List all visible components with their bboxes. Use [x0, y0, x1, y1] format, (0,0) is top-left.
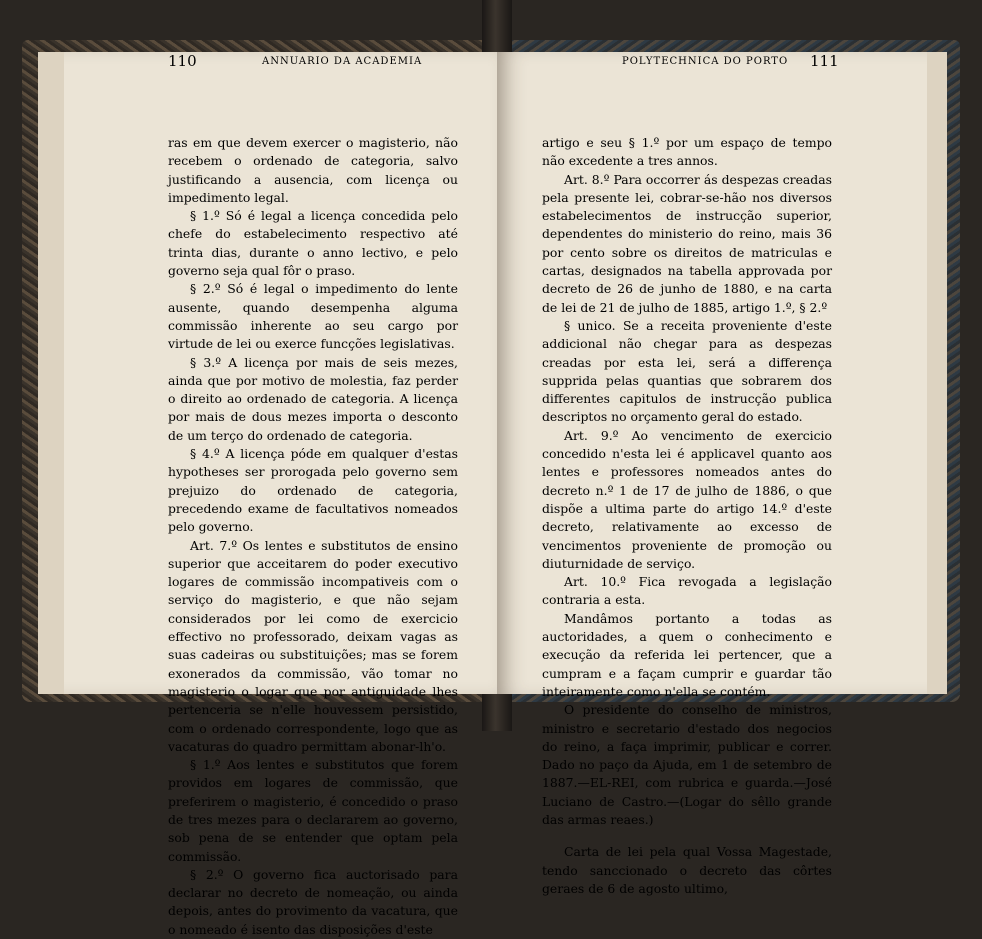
- left-page-number: 110: [168, 52, 197, 70]
- paragraph: § unico. Se a receita proveniente d'este addicional não chegar para as despezas creadas por esta lei, será a differença supprida pelas quantias que sobrarem dos differentes capitulos de instrucção publica descriptos no orçamento geral do estado.: [542, 317, 832, 425]
- right-running-head: POLYTECHNICA DO PORTO: [622, 56, 789, 67]
- paragraph: Art. 7.º Os lentes e substitutos de ensino superior que acceitarem do poder executivo logares de commissão incompativeis com o serviço do magisterio, e que não sejam considerados por lei como de exercicio effectivo no professorado, deixam vagas as suas cadeiras ou substituições; mas se forem exonerados da commissão, vão tomar no magisterio o logar que por antiguidade lhes pertenceria se n'elle houvessem persistido, com o ordenado correspondente, logo que as vacaturas do quadro permittam abonar-lh'o.: [168, 537, 458, 754]
- right-page-number: 111: [810, 52, 839, 70]
- paragraph: Carta de lei pela qual Vossa Magestade, tendo sanccionado o decreto das côrtes geraes de 6 de agosto ultimo,: [542, 844, 832, 896]
- left-running-head: ANNUARIO DA ACADEMIA: [262, 56, 423, 67]
- paragraph: § 1.º Só é legal a licença concedida pelo chefe do estabelecimento respectivo até trinta dias, durante o anno lectivo, e pelo governo seja qual fôr o praso.: [168, 208, 458, 279]
- right-text-column: [542, 134, 832, 898]
- paragraph: § 2.º Só é legal o impedimento do lente ausente, quando desempenha alguma commissão inherente ao seu cargo por virtude de lei ou exerce funcções legislativas.: [168, 281, 458, 352]
- paragraph: ras em que devem exercer o magisterio, não recebem o ordenado de categoria, salvo justificando a ausencia, com licença ou impedimento legal.: [168, 135, 458, 205]
- paragraph: artigo e seu § 1.º por um espaço de tempo não excedente a tres annos.: [542, 135, 832, 169]
- paragraph: § 1.º Aos lentes e substitutos que forem providos em logares de commissão, que preferirem o magisterio, é concedido o praso de tres mezes para o declararem ao governo, sob pena de se entender que optam pela commissão.: [168, 757, 458, 864]
- left-text-column: [168, 134, 458, 939]
- paragraph: Art. 10.º Fica revogada a legislação contraria a esta.: [542, 574, 832, 608]
- paragraph: Art. 9.º Ao vencimento de exercicio concedido n'esta lei é applicavel quanto aos lentes e professores nomeados antes do decreto n.º 1 de 17 de julho de 1886, o que dispõe a ultima parte do artigo 14.º d'este decreto, relativamente ao excesso de vencimentos proveniente de promoção ou diuturnidade de serviço.: [542, 427, 832, 571]
- paragraph: § 2.º O governo fica auctorisado para declarar no decreto de nomeação, ou ainda depois, antes do provimento da vacatura, que o nomeado é isento das disposições d'este: [168, 866, 458, 937]
- paragraph: § 4.º A licença póde em qualquer d'estas hypotheses ser prorogada pelo governo sem prejuizo do ordenado de categoria, precedendo exame de facultativos nomeados pelo governo.: [168, 446, 458, 535]
- paragraph: Art. 8.º Para occorrer ás despezas creadas pela presente lei, cobrar-se-hão nos diversos estabelecimentos de instrucção superior, dependentes do ministerio do reino, mais 36 por cento sobre os direitos de matriculas e cartas, designados na tabella approvada por decreto de 26 de junho de 1880, e na carta de lei de 21 de julho de 1885, artigo 1.º, § 2.º: [542, 171, 832, 315]
- paragraph: § 3.º A licença por mais de seis mezes, ainda que por motivo de molestia, faz perder o direito ao ordenado de categoria. A licença por mais de dous mezes importa o desconto de um terço do ordenado de categoria.: [168, 354, 458, 443]
- paragraph: O presidente do conselho de ministros, ministro e secretario d'estado dos negocios do reino, a faça imprimir, publicar e correr. Dado no paço da Ajuda, em 1 de setembro de 1887.—EL-REI, com rubrica e guarda.—José Luciano de Castro.—(Logar do sêllo grande das armas reaes.): [542, 702, 832, 827]
- paragraph: Mandâmos portanto a todas as auctoridades, a quem o conhecimento e execução da referida lei pertencer, que a cumpram e a façam cumprir e guardar tão inteiramente como n'ella se contém.: [542, 610, 832, 699]
